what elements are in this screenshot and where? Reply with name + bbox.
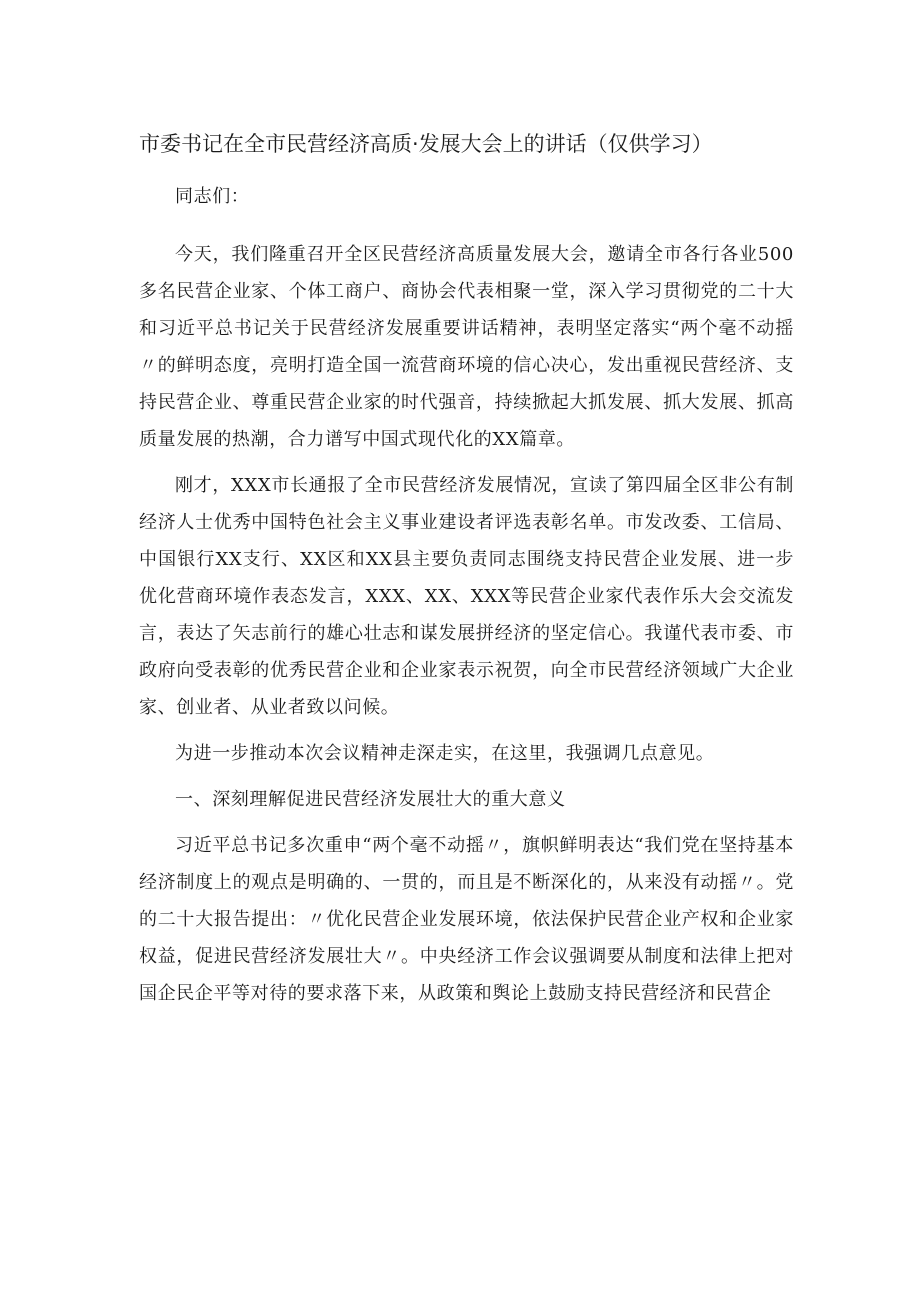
- body-paragraph: 刚才，XXX市长通报了全市民营经济发展情况，宣读了第四届全区非公有制经济人士优秀中国特色社会主义事业建设者评选表彰名单。市发改委、工信局、中国银行XX支行、XX区和XX县主要负责同志围绕支持民营企业发展、进一步优化营商环境作表态发言，XXX、XX、XXX等民营企业家代表作乐大会交流发言，表达了矢志前行的雄心壮志和谋发展拼经济的坚定信心。我谨代表市委、市政府向受表彰的优秀民营企业和企业家表示祝贺，向全市民营经济领域广大企业家、创业者、从业者致以问候。: [139, 475, 794, 718]
- document-body: [139, 178, 794, 1021]
- document-title: 市委书记在全市民营经济高质·发展大会上的讲话（仅供学习）: [139, 132, 713, 156]
- greeting-paragraph: 同志们：: [175, 186, 250, 207]
- section-heading: 一、深刻理解促进民营经济发展壮大的重大意义: [175, 789, 566, 810]
- body-paragraph: 为进一步推动本次会议精神走深走实，在这里，我强调几点意见。: [175, 743, 715, 764]
- body-paragraph: 今天，我们隆重召开全区民营经济高质量发展大会，邀请全市各行各业500多名民营企业家、个体工商户、商协会代表相聚一堂，深入学习贯彻党的二十大和习近平总书记关于民营经济发展重要讲话精神，表明坚定落实“两个毫不动摇〃的鲜明态度，亮明打造全国一流营商环境的信心决心，发出重视民营经济、支持民营企业、尊重民营企业家的时代强音，持续掀起大抓发展、抓大发展、抓高质量发展的热潮，合力谱写中国式现代化的XX篇章。: [139, 244, 794, 450]
- body-paragraph: 习近平总书记多次重申“两个毫不动摇〃，旗帜鲜明表达“我们党在坚持基本经济制度上的观点是明确的、一贯的，而且是不断深化的，从来没有动摇〃。党的二十大报告提出：〃优化民营企业发展环境，依法保护民营企业产权和企业家权益，促进民营经济发展壮大〃。中央经济工作会议强调要从制度和法律上把对国企民企平等对待的要求落下来，从政策和舆论上鼓励支持民营经济和民营企: [139, 835, 794, 1004]
